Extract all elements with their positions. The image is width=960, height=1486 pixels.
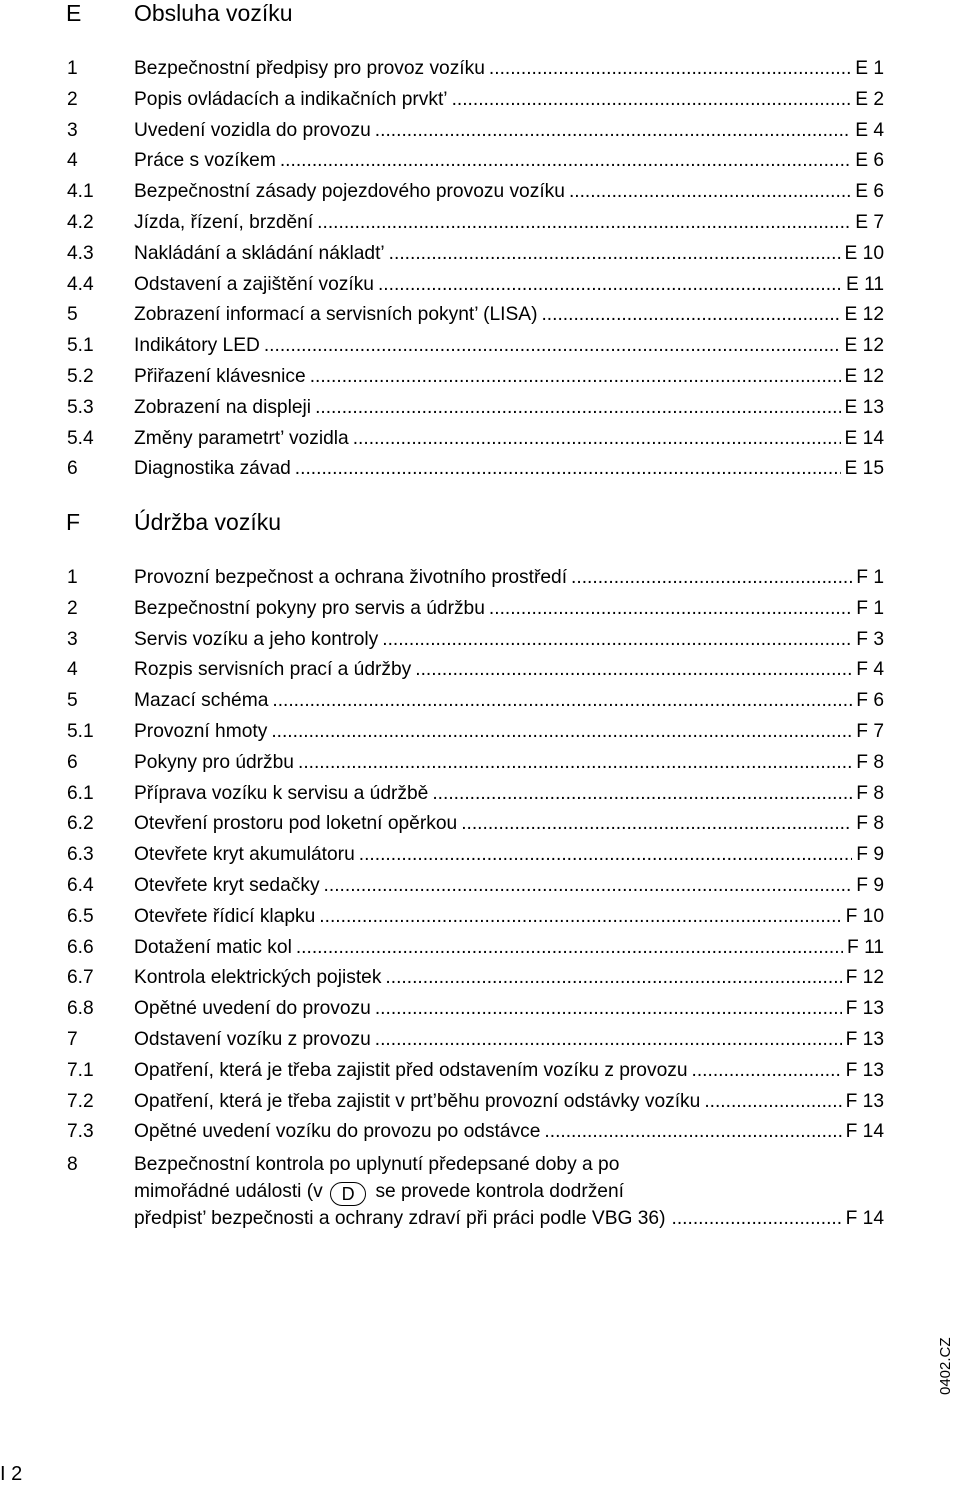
toc-entry-page-ref: F 1 <box>856 597 884 619</box>
dot-leader <box>389 242 841 266</box>
dot-leader <box>385 966 841 990</box>
toc-entry[interactable] <box>0 966 960 997</box>
toc-entry-page-ref: E 14 <box>844 427 884 449</box>
toc-entry-number: 6.5 <box>67 905 94 927</box>
toc-entry-page-ref: E 6 <box>855 150 884 172</box>
dot-leader <box>461 812 852 836</box>
dot-leader <box>310 365 841 389</box>
toc-entry-page-ref: E 12 <box>844 335 884 357</box>
toc-entry-body <box>134 720 884 744</box>
toc-entry-body <box>134 1059 884 1083</box>
toc-entry-body <box>134 303 884 327</box>
toc-entry[interactable] <box>0 812 960 843</box>
toc-entry-number: 4 <box>67 150 78 172</box>
toc-entry-number: 2 <box>67 88 78 110</box>
dot-leader <box>353 427 841 451</box>
toc-entry-number: 1 <box>67 567 78 588</box>
toc-entry-page-ref: F 13 <box>845 998 884 1020</box>
toc-entry-title: Pokyny pro údržbu <box>134 751 294 773</box>
toc-entry-number: 4 <box>67 659 78 681</box>
dot-leader <box>692 1059 842 1083</box>
toc-entry-body <box>134 427 884 451</box>
dot-leader <box>319 905 841 929</box>
toc-entry-body <box>134 658 884 682</box>
dot-leader <box>324 874 853 898</box>
toc-entry-title: Příprava vozíku k servisu a údržbě <box>134 782 429 804</box>
toc-entry-number: 3 <box>67 628 78 650</box>
toc-entry-page-ref: F 11 <box>847 936 884 958</box>
toc-entry-title: Přiřazení klávesnice <box>134 365 306 387</box>
toc-entry-title: Provozní hmoty <box>134 720 268 742</box>
toc-entry-body <box>134 1120 884 1144</box>
toc-entry-number: 7.2 <box>67 1090 94 1112</box>
toc-entry-title: Opětné uvedení vozíku do provozu po odstávce <box>134 1121 541 1143</box>
dot-leader <box>375 1028 842 1052</box>
toc-entry[interactable] <box>0 874 960 905</box>
section-e-letter: E <box>66 0 82 26</box>
toc-entry-title: Bezpečnostní předpisy pro provoz vozíku <box>134 58 485 79</box>
section-f-heading <box>0 509 960 543</box>
toc-entry[interactable] <box>0 782 960 813</box>
toc-entry-title: Opětné uvedení do provozu <box>134 998 371 1020</box>
dot-leader <box>415 658 852 682</box>
toc-entry[interactable] <box>0 843 960 874</box>
toc-entry[interactable] <box>0 936 960 967</box>
toc-entry[interactable] <box>0 1028 960 1059</box>
dot-leader <box>544 1120 841 1144</box>
toc-entry-title: Diagnostika závad <box>134 458 291 480</box>
toc-entry-title: Odstavení vozíku z provozu <box>134 1028 371 1050</box>
toc-entry-body <box>134 57 884 81</box>
toc-entry[interactable] <box>0 1090 960 1121</box>
toc-entry-number: 6.7 <box>67 967 94 989</box>
toc-entry-page-ref: F 10 <box>845 905 884 927</box>
toc-entry-body <box>134 812 884 836</box>
page-number: I 2 <box>0 1463 23 1485</box>
toc-entry-body <box>134 1028 884 1052</box>
toc-entry-title: Práce s vozíkem <box>134 150 276 172</box>
toc-entry-body <box>134 966 884 990</box>
toc-entry-body <box>134 149 884 173</box>
toc-entry-body <box>134 334 884 358</box>
toc-entry-number: 4.3 <box>67 242 94 264</box>
toc-entry-number: 4.2 <box>67 211 94 233</box>
toc-entry-body <box>134 396 884 420</box>
toc-entry[interactable] <box>0 751 960 782</box>
toc-entry-page-ref: F 12 <box>845 967 884 989</box>
dot-leader <box>541 303 840 327</box>
toc-entry-page-ref: E 12 <box>844 304 884 326</box>
dot-leader <box>452 88 852 112</box>
section-f-title: Údržba vozíku <box>134 509 282 535</box>
toc-entry-page-ref: F 4 <box>856 659 884 681</box>
toc-entry[interactable] <box>0 720 960 751</box>
toc-entry-page-ref: E 2 <box>855 88 884 110</box>
toc-entry-page-ref: E 10 <box>844 242 884 264</box>
toc-entry[interactable] <box>0 457 960 488</box>
toc-entry-number: 3 <box>67 119 78 141</box>
toc-entry-number: 5.1 <box>67 335 94 357</box>
toc-entry-body <box>134 88 884 112</box>
toc-entry[interactable] <box>0 566 960 597</box>
toc-entry-title: Opatření, která je třeba zajistit v prt’běhu provozní odstávky vozíku <box>134 1090 701 1112</box>
toc-entry-page-ref: E 13 <box>844 396 884 418</box>
toc-entry-number: 6.1 <box>67 782 94 804</box>
toc-entry-line-1: Bezpečnostní kontrola po uplynutí předepsané doby a po <box>134 1154 620 1175</box>
toc-entry[interactable] <box>0 997 960 1028</box>
toc-entry-number: 6 <box>67 751 78 773</box>
toc-entry-number: 5 <box>67 304 78 326</box>
toc-entry[interactable] <box>0 149 960 180</box>
toc-entry[interactable] <box>0 57 960 88</box>
toc-entry-title: Uvedení vozidla do provozu <box>134 119 371 141</box>
toc-entry-title: Otevření prostoru pod loketní opěrkou <box>134 813 458 835</box>
toc-entry-title: Indikátory LED <box>134 335 260 357</box>
toc-entry-page-ref: E 6 <box>855 181 884 203</box>
toc-entry[interactable] <box>0 88 960 119</box>
toc-entry-page-ref: E 4 <box>855 119 884 141</box>
dot-leader <box>569 180 851 204</box>
toc-entry[interactable] <box>0 334 960 365</box>
toc-entry-title: Otevřete kryt sedačky <box>134 874 320 896</box>
toc-entry[interactable] <box>0 396 960 427</box>
toc-entry-body <box>134 566 884 590</box>
dot-leader <box>271 720 852 744</box>
toc-entry-number: 2 <box>67 597 78 619</box>
dot-leader <box>272 689 852 713</box>
toc-entry-body <box>134 273 884 297</box>
dot-leader <box>571 566 852 590</box>
toc-entry-number: 5.2 <box>67 365 94 387</box>
toc-entry-multiline[interactable] <box>0 1151 960 1232</box>
section-f-list <box>0 566 960 1151</box>
toc-entry-page-ref: E 15 <box>844 458 884 480</box>
toc-entry-page-ref: E 12 <box>844 365 884 387</box>
dot-leader <box>375 119 851 143</box>
toc-entry-page-ref: E 1 <box>855 58 884 79</box>
toc-entry[interactable] <box>0 180 960 211</box>
toc-entry-title: Nakládání a skládání nákladt’ <box>134 242 385 264</box>
section-f-letter: F <box>66 509 81 535</box>
toc-entry-page-ref: F 9 <box>856 844 884 866</box>
dot-leader <box>382 628 852 652</box>
toc-entry-title: Opatření, která je třeba zajistit před odstavením vozíku z provozu <box>134 1059 688 1081</box>
dot-leader <box>432 782 852 806</box>
dot-leader <box>359 843 853 867</box>
toc-entry-page-ref: F 14 <box>845 1208 884 1229</box>
toc-entry-page-ref: E 7 <box>855 211 884 233</box>
toc-entry-page-ref: F 7 <box>856 720 884 742</box>
dot-leader <box>375 997 842 1021</box>
toc-entry-number: 5.4 <box>67 427 94 449</box>
toc-entry[interactable] <box>0 628 960 659</box>
dot-leader <box>295 457 841 481</box>
toc-entry-title: Dotažení matic kol <box>134 936 292 958</box>
toc-entry[interactable] <box>0 119 960 150</box>
toc-entry-number: 7.3 <box>67 1121 94 1143</box>
toc-entry-body <box>134 628 884 652</box>
toc-entry-line-2 <box>134 1178 884 1205</box>
toc-entry-title: Rozpis servisních prací a údržby <box>134 659 412 681</box>
toc-entry-page-ref: F 13 <box>845 1028 884 1050</box>
toc-entry[interactable] <box>0 689 960 720</box>
toc-entry-body <box>134 936 884 960</box>
toc-entry[interactable] <box>0 597 960 628</box>
section-e-list <box>0 57 960 488</box>
toc-entry-body <box>134 874 884 898</box>
toc-entry-number: 5.1 <box>67 720 94 742</box>
circled-d-icon: D <box>330 1182 366 1206</box>
toc-entry[interactable] <box>0 905 960 936</box>
dot-leader <box>489 57 851 81</box>
toc-entry-line-2-before: mimořádné události (v <box>134 1181 323 1202</box>
toc-entry-number: 4.4 <box>67 273 94 295</box>
toc-entry-title: Odstavení a zajištění vozíku <box>134 273 374 295</box>
toc-entry-page-ref: F 13 <box>845 1090 884 1112</box>
toc-entry-body <box>134 180 884 204</box>
toc-entry-body <box>134 457 884 481</box>
toc-entry-page-ref: E 11 <box>845 273 884 295</box>
toc-entry-title: Kontrola elektrických pojistek <box>134 967 382 989</box>
toc-entry-line-3-text: předpist’ bezpečnosti a ochrany zdraví při práci podle VBG 36) <box>134 1208 666 1229</box>
dot-leader <box>315 396 840 420</box>
toc-entry-number: 6.3 <box>67 844 94 866</box>
toc-entry-line-2-after: se provede kontrola dodržení <box>375 1181 624 1202</box>
toc-entry-page-ref: F 8 <box>856 782 884 804</box>
dot-leader <box>378 273 842 297</box>
toc-entry-body <box>134 782 884 806</box>
dot-leader <box>489 597 852 621</box>
toc-entry-body <box>134 242 884 266</box>
toc-entry-body <box>134 843 884 867</box>
toc-entry-number: 6.2 <box>67 813 94 835</box>
dot-leader <box>296 936 843 960</box>
section-e-heading <box>0 0 960 34</box>
toc-entry-number: 6 <box>67 458 78 480</box>
toc-entry-number: 6.4 <box>67 874 94 896</box>
toc-entry-title: Popis ovládacích a indikačních prvkt’ <box>134 88 448 110</box>
toc-entry-number: 6.8 <box>67 998 94 1020</box>
toc-entry-body <box>134 119 884 143</box>
toc-entry-body <box>134 365 884 389</box>
toc-entry-title: Provozní bezpečnost a ochrana životního prostředí <box>134 567 568 588</box>
toc-entry-page-ref: F 6 <box>856 690 884 712</box>
toc-entry-title: Změny parametrt’ vozidla <box>134 427 349 449</box>
dot-leader <box>666 1205 842 1232</box>
toc-entry-line-3 <box>134 1205 884 1232</box>
toc-entry-title: Bezpečnostní pokyny pro servis a údržbu <box>134 597 485 619</box>
toc-entry-title: Otevřete řídicí klapku <box>134 905 316 927</box>
dot-leader <box>264 334 841 358</box>
toc-entry-page-ref: F 14 <box>845 1121 884 1143</box>
dot-leader <box>704 1090 841 1114</box>
toc-entry[interactable] <box>0 658 960 689</box>
toc-entry-body <box>134 905 884 929</box>
section-e-title: Obsluha vozíku <box>134 0 293 26</box>
toc-entry-body <box>134 751 884 775</box>
toc-entry-page-ref: F 8 <box>856 813 884 835</box>
toc-entry-body <box>134 997 884 1021</box>
dot-leader <box>298 751 852 775</box>
document-code: 0402.CZ <box>937 1337 954 1395</box>
toc-entry[interactable] <box>0 211 960 242</box>
toc-entry[interactable] <box>0 427 960 458</box>
toc-entry-number: 7 <box>67 1028 78 1050</box>
toc-entry[interactable] <box>0 1120 960 1151</box>
toc-entry-title: Jízda, řízení, brzdění <box>134 211 314 233</box>
toc-entry-page-ref: F 9 <box>856 874 884 896</box>
dot-leader <box>280 149 851 173</box>
dot-leader <box>317 211 851 235</box>
toc-entry-number: 8 <box>67 1154 78 1175</box>
toc-entry-number: 7.1 <box>67 1059 94 1081</box>
toc-entry-title: Otevřete kryt akumulátoru <box>134 844 355 866</box>
toc-entry[interactable] <box>0 365 960 396</box>
toc-entry-title: Bezpečnostní zásady pojezdového provozu vozíku <box>134 181 565 203</box>
toc-entry-title: Zobrazení informací a servisních pokynt’ (LISA) <box>134 304 538 326</box>
toc-entry-body <box>134 211 884 235</box>
toc-entry-number: 5.3 <box>67 396 94 418</box>
toc-entry-body <box>134 689 884 713</box>
toc-entry-number: 4.1 <box>67 181 94 203</box>
toc-entry-body <box>134 597 884 621</box>
toc-entry-lines <box>134 1151 884 1232</box>
toc-entry-body <box>134 1090 884 1114</box>
toc-entry[interactable] <box>0 273 960 304</box>
toc-entry[interactable] <box>0 1059 960 1090</box>
toc-entry[interactable] <box>0 303 960 334</box>
toc-entry-number: 6.6 <box>67 936 94 958</box>
toc-entry-page-ref: F 8 <box>856 751 884 773</box>
toc-entry-number: 1 <box>67 58 78 79</box>
toc-entry-page-ref: F 13 <box>845 1059 884 1081</box>
toc-entry[interactable] <box>0 242 960 273</box>
toc-entry-title: Mazací schéma <box>134 690 269 712</box>
toc-entry-page-ref: F 3 <box>856 628 884 650</box>
toc-entry-page-ref: F 1 <box>856 567 884 588</box>
toc-entry-title: Zobrazení na displeji <box>134 396 312 418</box>
toc-entry-number: 5 <box>67 690 78 712</box>
toc-entry-title: Servis vozíku a jeho kontroly <box>134 628 379 650</box>
